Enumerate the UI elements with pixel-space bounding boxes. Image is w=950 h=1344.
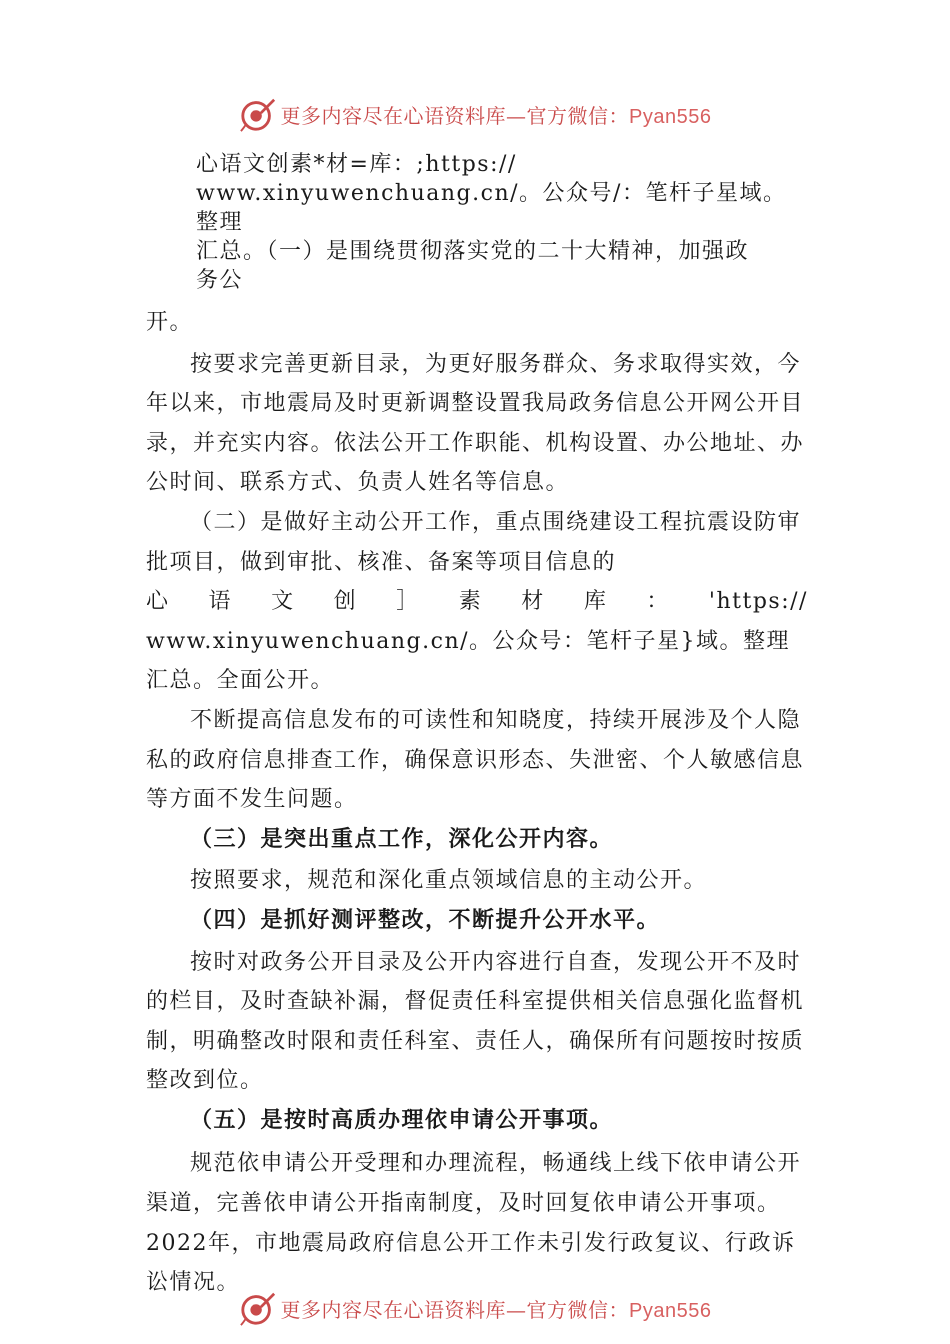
heading-5: （五）是按时高质办理依申请公开事项。	[190, 1106, 614, 1133]
spaced-char: 心	[146, 589, 170, 615]
intro-line-5: 开。	[146, 310, 194, 335]
footer-wechat-id: Pyan556	[629, 1299, 712, 1322]
header-banner	[0, 94, 950, 134]
footer-banner	[0, 1288, 950, 1328]
spaced-char: 语	[208, 589, 233, 615]
intro-line-3: 汇总。（一）是围绕贯彻落实党的二十大精神，加强政	[196, 239, 750, 264]
pen-logo-icon	[239, 1289, 277, 1327]
intro-line-4: 务公	[196, 268, 244, 293]
header-wechat-id: Pyan556	[629, 105, 712, 128]
pen-logo-icon	[239, 95, 277, 133]
spaced-char: ］	[396, 589, 420, 615]
paragraph-6: 规范依申请公开受理和办理流程，畅通线上线下依申请公开渠道，完善依申请公开指南制度，及时回复依申请公开事项。2022年，市地震局政府信息公开工作未引发行政复议、行政诉讼情况。	[146, 1151, 802, 1296]
spaced-char: 文	[271, 589, 295, 615]
spaced-char: 材	[521, 589, 545, 615]
spaced-char: 'https://	[708, 589, 808, 615]
paragraph-2-line-b: www.xinyuwenchuang.cn/。公众号：笔杆子星}域。整理	[146, 628, 791, 654]
spaced-char: 库	[583, 589, 608, 615]
paragraph-2-line-c: 汇总。全面公开。	[146, 668, 335, 694]
paragraph-3: 不断提高信息发布的可读性和知晓度，持续开展涉及个人隐私的政府信息排查工作，确保意识形态、失泄密、个人敏感信息等方面不发生问题。	[146, 707, 805, 813]
paragraph-2-spaced-line	[146, 582, 808, 622]
header-banner-text: 更多内容尽在心语资料库—官方微信：Pyan556	[280, 103, 712, 128]
footer-banner-text: 更多内容尽在心语资料库—官方微信：Pyan556	[280, 1297, 712, 1322]
paragraph-2: （二）是做好主动公开工作，重点围绕建设工程抗震设防审批项目，做到审批、核准、备案等项目信息的	[146, 509, 802, 575]
spaced-char: 创	[333, 589, 358, 615]
spaced-char: ：	[646, 589, 670, 615]
intro-line-2: www.xinyuwenchuang.cn/。公众号/：笔杆子星域。整理	[196, 181, 787, 235]
intro-line-1: 心语文创素*材=库：;https://	[196, 152, 517, 177]
document-body	[146, 150, 808, 1303]
paragraph-4: 按照要求，规范和深化重点领域信息的主动公开。	[190, 868, 708, 894]
paragraph-1: 按要求完善更新目录，为更好服务群众、务求取得实效，今年以来，市地震局及时更新调整设置我局政务信息公开网公开目录，并充实内容。依法公开工作职能、机构设置、办公地址、办公时间、联系方式、负责人姓名等信息。	[146, 351, 805, 496]
heading-3: （三）是突出重点工作，深化公开内容。	[190, 825, 614, 852]
spaced-char: 素	[458, 589, 483, 615]
heading-4: （四）是抓好测评整改，不断提升公开水平。	[190, 906, 661, 933]
paragraph-5: 按时对政务公开目录及公开内容进行自查，发现公开不及时的栏目，及时查缺补漏，督促责任科室提供相关信息强化监督机制，明确整改时限和责任科室、责任人，确保所有问题按时按质整改到位。	[146, 949, 805, 1094]
